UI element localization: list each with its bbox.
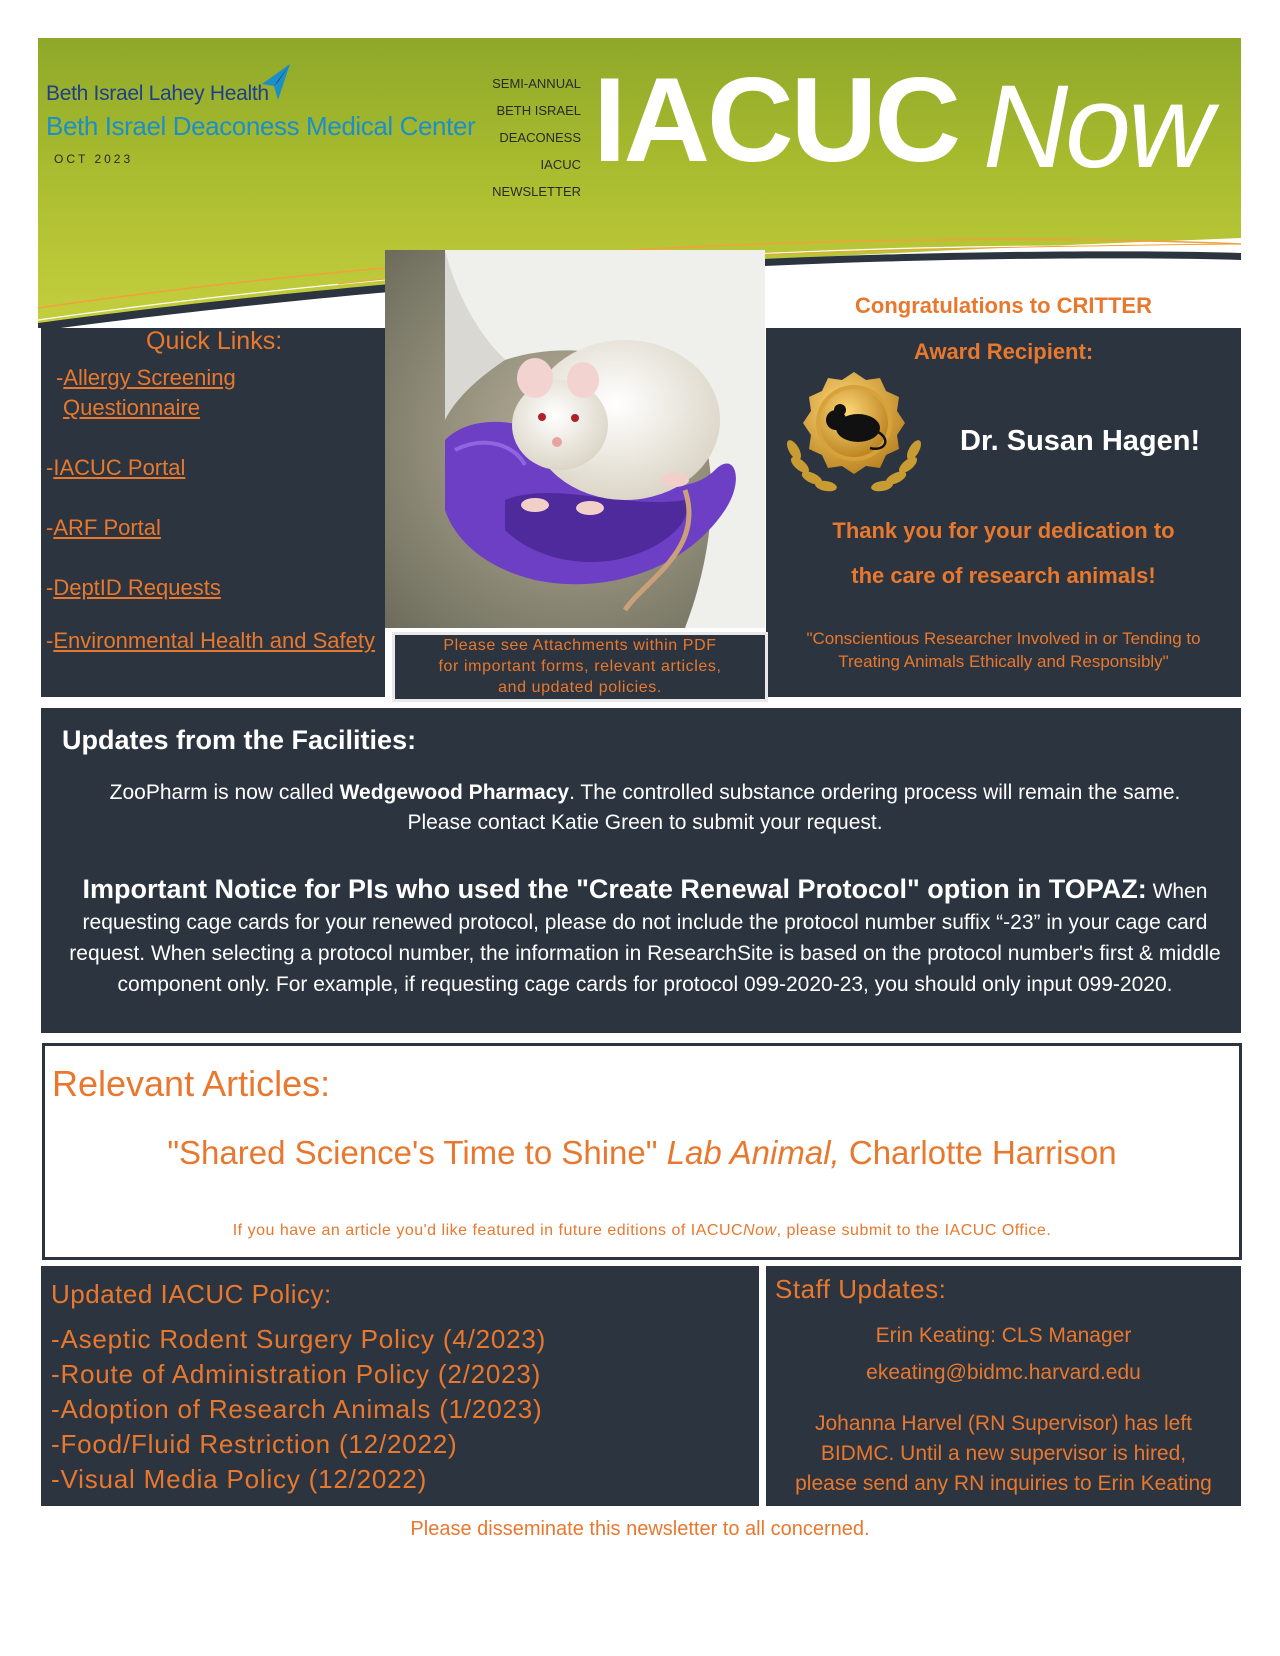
policy-item: -Aseptic Rodent Surgery Policy (4/2023) bbox=[51, 1324, 547, 1354]
text-run: If you have an article you'd like featured in future editions of IACUC bbox=[232, 1222, 744, 1239]
caption-line: for important forms, relevant articles, bbox=[438, 658, 722, 675]
staff-note-line: please send any RN inquiries to Erin Keating bbox=[795, 1472, 1212, 1495]
masthead-title-italic: Now bbox=[983, 61, 1211, 193]
link-iacuc-portal[interactable]: IACUC Portal bbox=[53, 455, 186, 480]
policy-item: -Adoption of Research Animals (1/2023) bbox=[51, 1394, 543, 1424]
articles-heading: Relevant Articles: bbox=[52, 1063, 331, 1104]
article-title: "Shared Science's Time to Shine" bbox=[167, 1134, 667, 1171]
text-run: . The controlled substance ordering process will remain the same. bbox=[569, 781, 1181, 804]
link-prefix: - bbox=[46, 455, 54, 480]
footer-note: Please disseminate this newsletter to all concerned. bbox=[410, 1518, 870, 1540]
link-prefix: - bbox=[46, 575, 54, 600]
newsletter-label-4: IACUC bbox=[540, 157, 581, 172]
newsletter-label-1: SEMI-ANNUAL bbox=[492, 76, 581, 91]
pharmacy-name: Wedgewood Pharmacy bbox=[339, 781, 570, 804]
facilities-paragraph-line2: Please contact Katie Green to submit your request. bbox=[407, 811, 883, 834]
award-medal-icon bbox=[774, 370, 934, 500]
caption-line: and updated policies. bbox=[498, 679, 662, 696]
newsletter-label-3: DEACONESS bbox=[499, 130, 581, 145]
link-allergy-screening[interactable]: Allergy Screening bbox=[63, 365, 236, 390]
brand-line2: Beth Israel Deaconess Medical Center bbox=[46, 111, 476, 141]
quick-link-arf-portal[interactable] bbox=[46, 515, 161, 541]
issue-date: OCT 2023 bbox=[54, 152, 134, 166]
policy-item: -Visual Media Policy (12/2022) bbox=[51, 1464, 428, 1494]
award-thanks-line2: the care of research animals! bbox=[851, 563, 1156, 588]
quote-line: "Conscientious Researcher Involved in or Tending to bbox=[806, 629, 1201, 648]
article-journal: Lab Animal, bbox=[666, 1134, 840, 1171]
notice-heading: Important Notice for PIs who used the "Create Renewal Protocol" option in TOPAZ: bbox=[82, 874, 1147, 904]
facilities-heading: Updates from the Facilities: bbox=[62, 725, 417, 755]
article-author: Charlotte Harrison bbox=[839, 1134, 1117, 1171]
policy-heading: Updated IACUC Policy: bbox=[51, 1279, 332, 1309]
article-citation bbox=[42, 1134, 1242, 1172]
quick-links-title: Quick Links: bbox=[146, 327, 283, 355]
text-run: Now bbox=[743, 1222, 777, 1239]
award-thanks-line1: Thank you for your dedication to bbox=[832, 518, 1175, 543]
bilh-logo-icon bbox=[260, 62, 294, 102]
link-deptid-requests[interactable]: DeptID Requests bbox=[53, 575, 221, 600]
staff-manager: Erin Keating: CLS Manager bbox=[875, 1324, 1132, 1347]
article-submission-note bbox=[42, 1222, 1242, 1240]
award-heading-line2: Award Recipient: bbox=[913, 339, 1094, 364]
notice-body: When requesting cage cards for your renewed protocol, please do not include the protocol number suffix “-23” in your cage card request. When selecting a protocol number, the information in ResearchSite is based on the protocol number's first & middle component only. For example, if requesting cage cards for protocol 099-2020-23, you should only input 099-2020. bbox=[69, 880, 1221, 996]
renewal-protocol-notice bbox=[58, 874, 1232, 1000]
staff-email[interactable]: ekeating@bidmc.harvard.edu bbox=[866, 1361, 1141, 1384]
link-prefix: - bbox=[46, 628, 54, 653]
award-heading-line1: Congratulations to CRITTER bbox=[855, 293, 1152, 318]
policy-item: -Route of Administration Policy (2/2023) bbox=[51, 1359, 542, 1389]
quick-link-allergy-cont[interactable] bbox=[63, 395, 200, 421]
quick-link-deptid[interactable] bbox=[46, 575, 221, 601]
policy-item: -Food/Fluid Restriction (12/2022) bbox=[51, 1429, 458, 1459]
link-questionnaire[interactable]: Questionnaire bbox=[63, 395, 200, 420]
quick-link-ehs[interactable] bbox=[46, 628, 375, 654]
link-prefix: - bbox=[56, 365, 64, 390]
staff-note-line: Johanna Harvel (RN Supervisor) has left bbox=[815, 1412, 1192, 1435]
masthead-title: IACUC bbox=[593, 53, 958, 187]
photo-caption bbox=[392, 632, 768, 702]
rat-photo bbox=[385, 250, 765, 628]
caption-line: Please see Attachments within PDF bbox=[443, 637, 717, 654]
newsletter-label-5: NEWSLETTER bbox=[492, 184, 581, 199]
link-environmental-health-safety[interactable]: Environmental Health and Safety bbox=[53, 628, 375, 653]
link-prefix: - bbox=[46, 515, 54, 540]
staff-note-line: BIDMC. Until a new supervisor is hired, bbox=[820, 1442, 1187, 1465]
quote-line: Treating Animals Ethically and Responsibly" bbox=[838, 652, 1169, 671]
award-recipient-name: Dr. Susan Hagen! bbox=[960, 425, 1201, 457]
newsletter-label-2: BETH ISRAEL bbox=[496, 103, 581, 118]
award-acronym-quote bbox=[766, 627, 1241, 673]
quick-link-iacuc-portal[interactable] bbox=[46, 455, 185, 481]
link-arf-portal[interactable]: ARF Portal bbox=[53, 515, 161, 540]
facilities-paragraph bbox=[60, 778, 1230, 808]
quick-link-allergy[interactable] bbox=[56, 365, 236, 391]
text-run: ZooPharm is now called bbox=[109, 781, 340, 804]
brand-line1: Beth Israel Lahey Health bbox=[46, 82, 269, 105]
staff-heading: Staff Updates: bbox=[775, 1274, 947, 1304]
text-run: , please submit to the IACUC Office. bbox=[776, 1222, 1052, 1239]
